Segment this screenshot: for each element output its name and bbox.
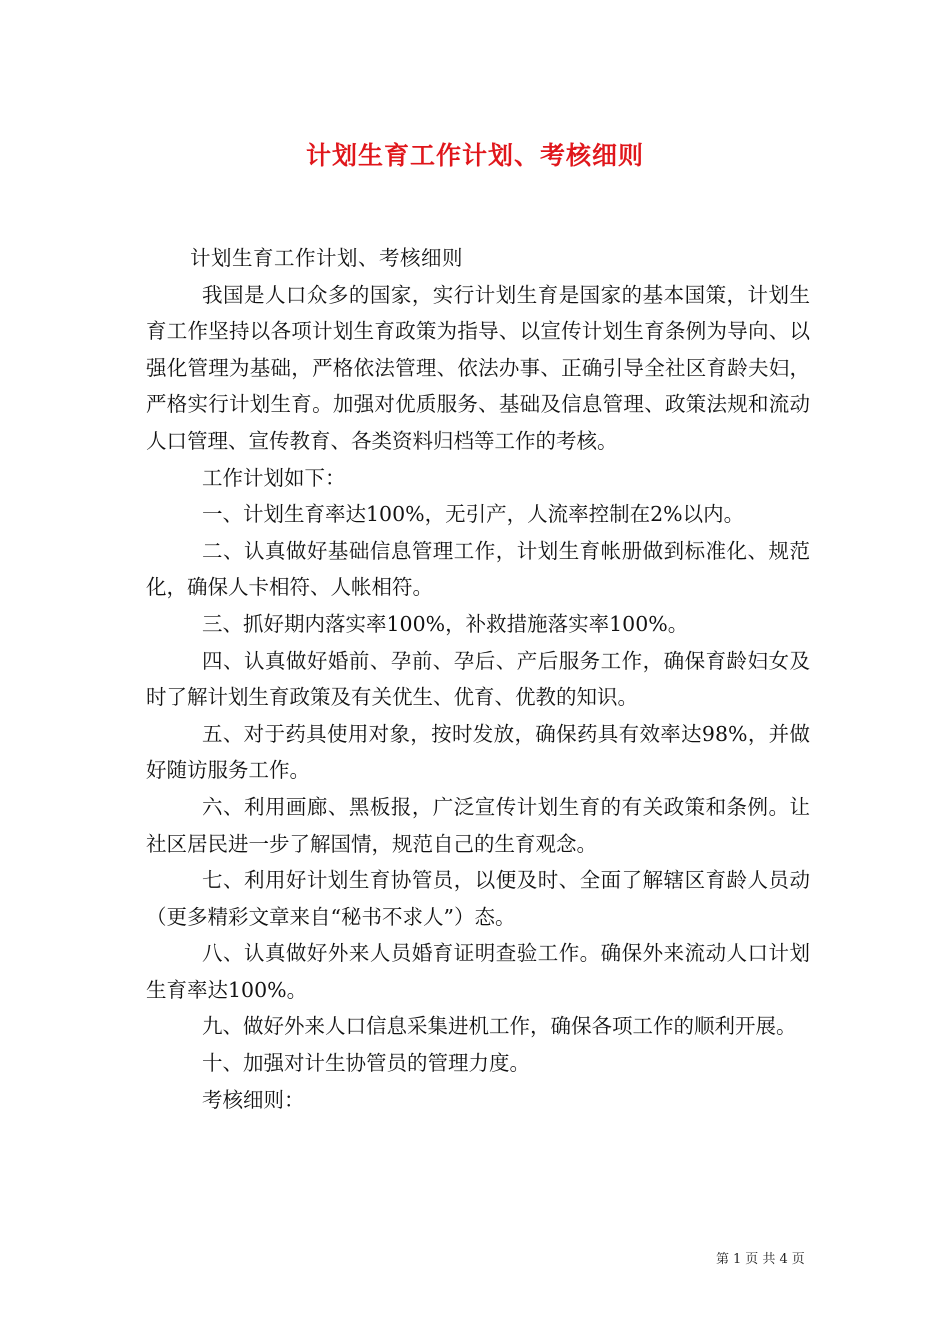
page-prefix: 第: [716, 1252, 730, 1267]
paragraph-item-7: 七、利用好计划生育协管员，以便及时、全面了解辖区育龄人员动（更多精彩文章来自“秘书不求人”）态。: [146, 868, 810, 929]
paragraph-item-9: 九、做好外来人口信息采集进机工作，确保各项工作的顺利开展。: [202, 1014, 797, 1039]
paragraph-item-2: 二、认真做好基础信息管理工作，计划生育帐册做到标准化、规范化，确保人卡相符、人帐相符。: [146, 538, 810, 600]
paragraph-plan-heading: 工作计划如下：: [202, 465, 346, 490]
page-title: 计划生育工作计划、考核细则: [305, 141, 644, 170]
paragraph-item-5: 五、对于药具使用对象，按时发放，确保药具有效率达98%，并做好随访服务工作。: [146, 721, 810, 783]
paragraph-item-8: 八、认真做好外来人员婚育证明查验工作。确保外来流动人口计划生育率达100%。: [146, 941, 810, 1002]
paragraph-item-1: 一、计划生育率达100%，无引产，人流率控制在2%以内。: [202, 502, 745, 527]
paragraph-intro: 我国是人口众多的国家，实行计划生育是国家的基本国策，计划生育工作坚持以各项计划生育政策为指导、以宣传计划生育条例为导向、以强化管理为基础，严格依法管理、依法办事、正确引导全社区育龄夫妇，严格实行计划生育。加强对优质服务、基础及信息管理、政策法规和流动人口管理、宣传教育、各类资料归档等工作的考核。: [146, 282, 810, 453]
page-mid: 页 共: [745, 1252, 776, 1267]
page-number: [714, 1248, 807, 1267]
paragraph-item-6: 六、利用画廊、黑板报，广泛宣传计划生育的有关政策和条例。让社区居民进一步了解国情，规范自己的生育观念。: [146, 794, 810, 856]
page-total: 4: [779, 1252, 788, 1267]
page-current: 1: [733, 1252, 742, 1267]
paragraph-item-4: 四、认真做好婚前、孕前、孕后、产后服务工作，确保育龄妇女及时了解计划生育政策及有关优生、优育、优教的知识。: [146, 648, 810, 710]
paragraph-item-3: 三、抓好期内落实率100%，补救措施落实率100%。: [202, 611, 689, 636]
paragraph-item-10: 十、加强对计生协管员的管理力度。: [202, 1051, 530, 1076]
page-suffix: 页: [791, 1252, 805, 1267]
paragraph-assessment-heading: 考核细则：: [202, 1087, 305, 1112]
document-subtitle: 计划生育工作计划、考核细则: [190, 246, 463, 270]
document-body: [146, 240, 810, 1118]
